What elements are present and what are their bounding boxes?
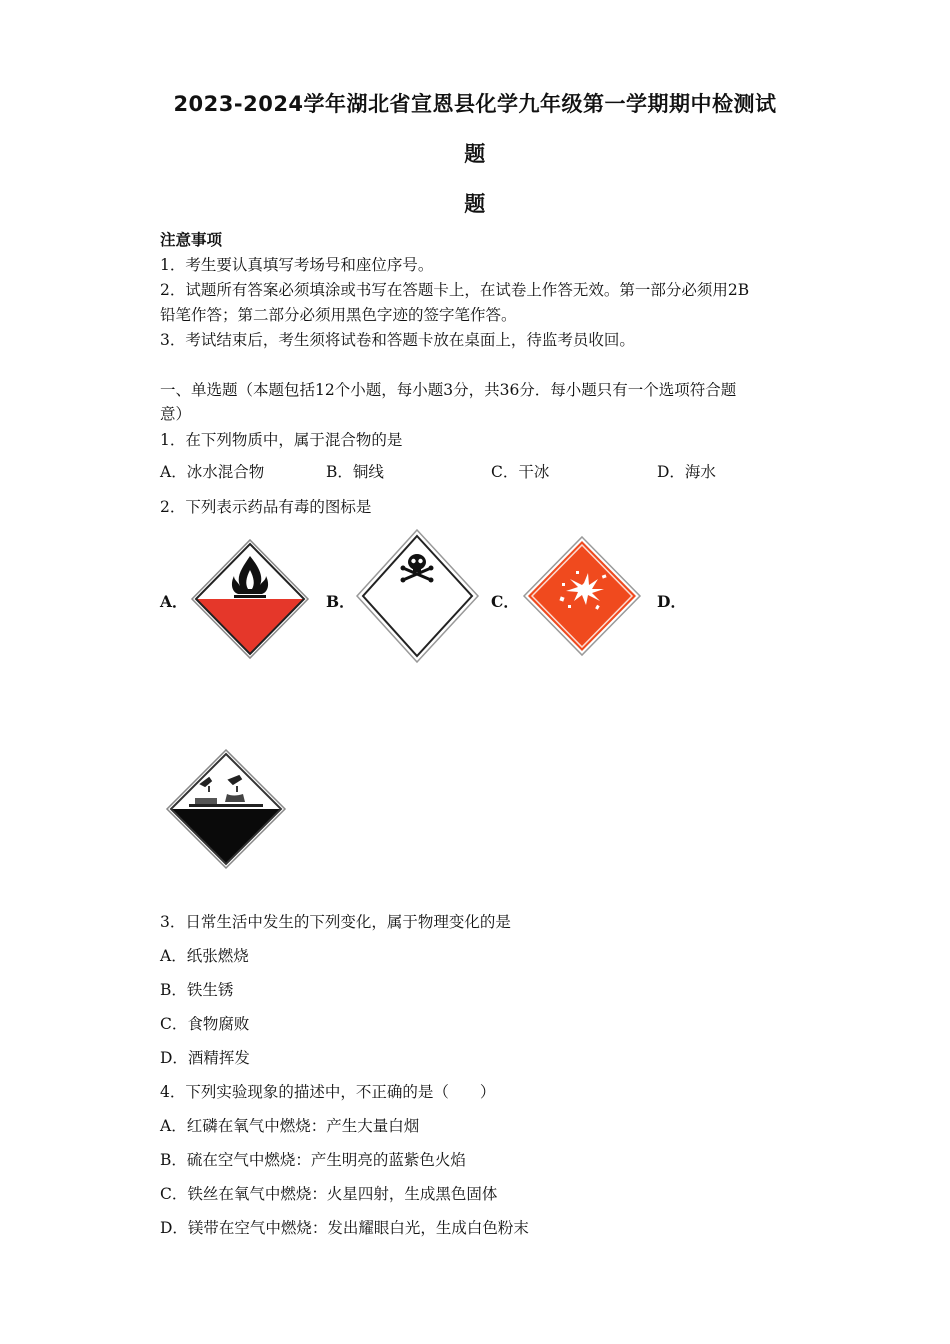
toxic-sign-icon[interactable]: [355, 528, 480, 664]
q2-option-a-label[interactable]: A．: [160, 592, 188, 611]
question-4-stem: 4．下列实验现象的描述中，不正确的是（ ）: [160, 1083, 496, 1101]
doc-title-cont-2: 题: [464, 192, 486, 216]
q3-option-a[interactable]: A．纸张燃烧: [160, 947, 249, 965]
q1-option-a[interactable]: A．冰水混合物: [160, 463, 265, 481]
q1-option-c[interactable]: C．干冰: [491, 463, 550, 481]
section-heading: 一、单选题（本题包括12个小题，每小题3分，共36分．每小题只有一个选项符合题: [160, 381, 737, 399]
question-2-stem: 2．下列表示药品有毒的图标是: [160, 498, 372, 516]
q4-option-a[interactable]: A．红磷在氧气中燃烧：产生大量白烟: [160, 1117, 420, 1135]
q3-option-c[interactable]: C．食物腐败: [160, 1015, 250, 1033]
question-3-stem: 3．日常生活中发生的下列变化，属于物理变化的是: [160, 913, 511, 931]
notice-heading: 注意事项: [160, 230, 223, 249]
notice-item: 2．试题所有答案必须填涂或书写在答题卡上，在试卷上作答无效。第一部分必须用2B: [160, 281, 750, 299]
q2-option-c-label[interactable]: C．: [491, 592, 519, 611]
doc-title-cont: 题: [464, 142, 486, 166]
doc-title: 2023-2024学年湖北省宣恩县化学九年级第一学期期中检测试: [173, 92, 777, 116]
q4-option-d[interactable]: D．镁带在空气中燃烧：发出耀眼白光，生成白色粉末: [160, 1219, 529, 1237]
flammable-sign-icon[interactable]: [190, 538, 310, 660]
q3-option-d[interactable]: D．酒精挥发: [160, 1049, 250, 1067]
notice-item: 3．考试结束后，考生须将试卷和答题卡放在桌面上，待监考员收回。: [160, 331, 635, 349]
section-heading-cont: 意）: [160, 405, 192, 423]
q2-option-d-label[interactable]: D．: [657, 592, 686, 611]
q1-option-b[interactable]: B．铜线: [326, 463, 384, 481]
q3-option-b[interactable]: B．铁生锈: [160, 981, 234, 999]
notice-item: 铅笔作答；第二部分必须用黑色字迹的签字笔作答。: [160, 306, 517, 324]
q4-option-c[interactable]: C．铁丝在氧气中燃烧：火星四射，生成黑色固体: [160, 1185, 498, 1203]
q4-option-b[interactable]: B．硫在空气中燃烧：产生明亮的蓝紫色火焰: [160, 1151, 466, 1169]
question-1-stem: 1．在下列物质中，属于混合物的是: [160, 431, 403, 449]
q2-option-b-label[interactable]: B．: [326, 592, 355, 611]
explosive-sign-icon[interactable]: [522, 535, 642, 657]
corrosive-sign-icon[interactable]: [165, 748, 287, 870]
notice-item: 1．考生要认真填写考场号和座位序号。: [160, 256, 434, 274]
q1-option-d[interactable]: D．海水: [657, 463, 716, 481]
